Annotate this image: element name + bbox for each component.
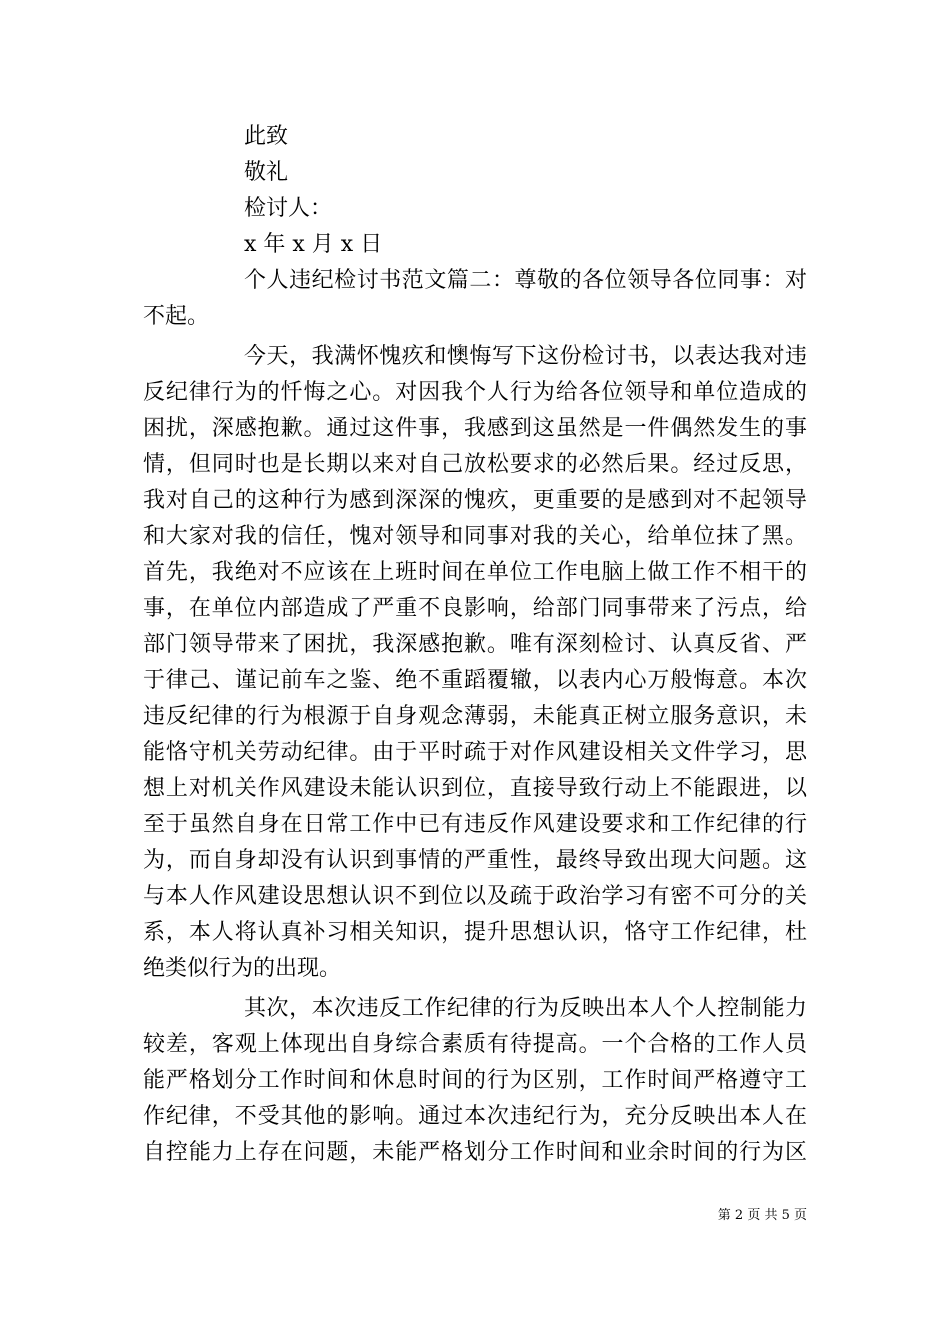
paragraph-line: 较差，客观上体现出自身综合素质有待提高。一个合格的工作人员 — [143, 1032, 807, 1057]
paragraph-body-1 — [143, 339, 807, 987]
paragraph-line: 与本人作风建设思想认识不到位以及疏于政治学习有密不可分的关 — [143, 884, 807, 909]
paragraph-line: 违反纪律的行为根源于自身观念薄弱，未能真正树立服务意识，未 — [143, 704, 807, 729]
closing-ci-zhi: 此致 — [244, 124, 289, 149]
paragraph-line: 为，而自身却没有认识到事情的严重性，最终导致出现大问题。这 — [143, 848, 807, 873]
document-body — [143, 119, 807, 1171]
page-number-footer: 第 2 页 共 5 页 — [717, 1208, 807, 1223]
closing-jing-li: 敬礼 — [244, 160, 289, 185]
paragraph-line: 困扰，深感抱歉。通过这件事，我感到这虽然是一件偶然发生的事 — [143, 416, 807, 441]
paragraph-line: 能严格划分工作时间和休息时间的行为区别，工作时间严格遵守工 — [143, 1068, 807, 1093]
paragraph-line: 系，本人将认真补习相关知识，提升思想认识，恪守工作纪律，杜 — [143, 920, 807, 945]
paragraph-line: 能恪守机关劳动纪律。由于平时疏于对作风建设相关文件学习，思 — [143, 740, 807, 765]
paragraph-line: 绝类似行为的出现。 — [143, 956, 342, 981]
paragraph-line: 部门领导带来了困扰，我深感抱歉。唯有深刻检讨、认真反省、严 — [143, 632, 807, 657]
paragraph-heading — [143, 263, 807, 335]
paragraph-line: 反纪律行为的忏悔之心。对因我个人行为给各位领导和单位造成的 — [143, 380, 807, 405]
paragraph-line: 自控能力上存在问题，未能严格划分工作时间和业余时间的行为区 — [143, 1140, 807, 1165]
signer-label: 检讨人： — [244, 196, 333, 221]
paragraph-line: 其次，本次违反工作纪律的行为反映出本人个人控制能力 — [244, 996, 807, 1021]
paragraph-line: 想上对机关作风建设未能认识到位，直接导致行动上不能跟进，以 — [143, 776, 807, 801]
paragraph-line: 作纪律，不受其他的影响。通过本次违纪行为，充分反映出本人在 — [143, 1104, 807, 1129]
paragraph-line: 今天，我满怀愧疚和懊悔写下这份检讨书，以表达我对违 — [244, 344, 807, 369]
paragraph-body-2 — [143, 991, 807, 1171]
paragraph-line: 至于虽然自身在日常工作中已有违反作风建设要求和工作纪律的行 — [143, 812, 807, 837]
paragraph-line: 和大家对我的信任，愧对领导和同事对我的关心，给单位抹了黑。 — [143, 524, 807, 549]
paragraph-line: 事，在单位内部造成了严重不良影响，给部门同事带来了污点，给 — [143, 596, 807, 621]
signature-date: x 年 x 月 x 日 — [244, 232, 383, 257]
paragraph-line: 不起。 — [143, 304, 210, 329]
paragraph-line: 情，但同时也是长期以来对自己放松要求的必然后果。经过反思， — [143, 452, 807, 477]
paragraph-line: 个人违纪检讨书范文篇二：尊敬的各位领导各位同事：对 — [244, 268, 807, 293]
paragraph-line: 我对自己的这种行为感到深深的愧疚，更重要的是感到对不起领导 — [143, 488, 807, 513]
paragraph-line: 于律己、谨记前车之鉴、绝不重蹈覆辙，以表内心万般悔意。本次 — [143, 668, 807, 693]
paragraph-line: 首先，我绝对不应该在上班时间在单位工作电脑上做工作不相干的 — [143, 560, 807, 585]
